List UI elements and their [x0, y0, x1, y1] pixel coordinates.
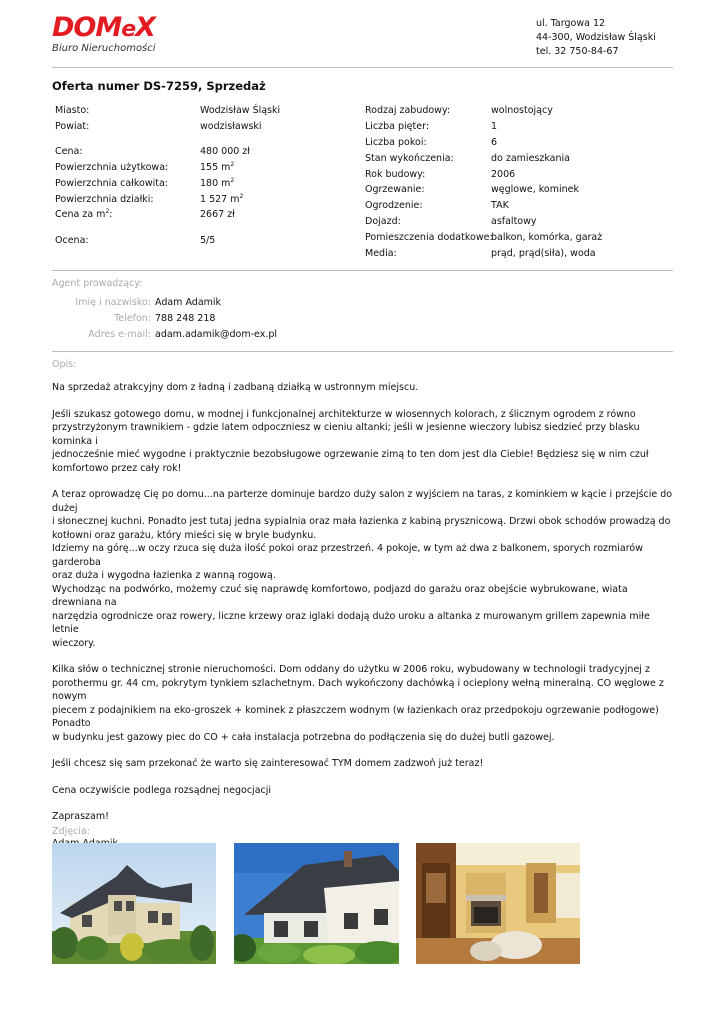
detail-value-finish-state: do zamieszkania [491, 153, 570, 164]
detail-label-building-type: Rodzaj zabudowy: [365, 105, 451, 116]
details-divider [52, 270, 673, 271]
description-body [52, 381, 677, 877]
detail-value-price: 480 000 zł [200, 146, 250, 157]
detail-label-fence: Ogrodzenie: [365, 200, 423, 211]
agent-name-label: Imię i nazwisko: [75, 297, 151, 308]
description-paragraph: Na sprzedaż atrakcyjny dom z ładną i zadbaną działką w ustronnym miejscu. [52, 382, 419, 393]
description-paragraph: Zapraszam! [52, 811, 109, 822]
detail-value-usable-area: 155 $m^2$ [200, 160, 235, 173]
detail-value-total-area: 180 $m^2$ [200, 176, 235, 189]
detail-label-usable-area: Powierzchnia użytkowa: [55, 162, 169, 173]
detail-value-building-type: wolnostojący [491, 105, 553, 116]
detail-value-heating: węglowe, kominek [491, 184, 579, 195]
detail-value-county: wodzisławski [200, 121, 262, 132]
description-paragraph: Kilka słów o technicznej stronie nieruchomości. Dom oddany do użytku w 2006 roku, wybudowany w technologii tradycyjnej z porothermu gr. 44 cm, pokrytym tynkiem szlachetnym. Dach wykończony dachówką i ocieplony wełną mineralną. CO węglowe z nowym piecem z podajnikiem na eko-groszek + kominek z płaszczem wodnym (w łazienkach oraz przedpokoju ogrzewanie podłogowe) Ponadto w budynku jest gazowy piec do CO + cała instalacja potrzebna do podłączenia się do dużej butli gazowej. [52, 664, 664, 743]
agent-name: Adam Adamik [155, 297, 222, 308]
detail-label-rating: Ocena: [55, 235, 89, 246]
agent-email-label: Adres e-mail: [88, 329, 151, 340]
address-city: 44-300, Wodzisław Śląski [536, 32, 656, 43]
detail-value-build-year: 2006 [491, 169, 516, 180]
detail-value-utilities: prąd, prąd(siła), woda [491, 248, 596, 259]
address-phone: tel. 32 750-84-67 [536, 46, 619, 57]
detail-value-access-road: asfaltowy [491, 216, 537, 227]
detail-value-rooms: 6 [491, 137, 498, 148]
logo-subtitle: Biuro Nieruchomości [52, 43, 156, 54]
offer-title: Oferta numer DS-7259, Sprzedaż [52, 79, 266, 93]
agent-phone-label: Telefon: [114, 313, 151, 324]
detail-label-utilities: Media: [365, 248, 397, 259]
header-divider [52, 67, 673, 68]
detail-value-plot-area: 1 527 $m^2$ [200, 192, 244, 205]
agent-divider [52, 351, 673, 352]
agent-section-label: Agent prowadzący: [52, 278, 143, 289]
detail-label-rooms: Liczba pokoi: [365, 137, 427, 148]
detail-label-build-year: Rok budowy: [365, 169, 426, 180]
detail-label-total-area: Powierzchnia całkowita: [55, 178, 168, 189]
description-paragraph: A teraz oprowadzę Cię po domu...na parterze dominuje bardzo duży salon z wyjściem na taras, z kominkiem w kącie i przejście do dużej i słonecznej kuchni. Ponadto jest tutaj jedna sypialnia oraz mała łazienka z kabiną prysznicową. Drzwi obok schodów prowadzą do kotłowni oraz garażu, który mieści się w bryle budynku. Idziemy na górę...w oczy rzuca się duża ilość pokoi oraz przestrzeń. 4 pokoje, w tym aż dwa z balkonem, sporych rozmiarów garderoba oraz duża i wygodna łazienka z wanną rogową. Wychodząc na podwórko, możemy czuć się naprawdę komfortowo, podjazd do garażu oraz obejście wybrukowane, wiata drewniana na narzędzia ogrodnicze oraz rowery, liczne krzewy oraz iglaki dodają dużo uroku a altanka z murowanym grillem zapewnia miłe letnie wieczory. [52, 489, 673, 649]
company-logo [52, 14, 182, 54]
detail-value-fence: TAK [491, 200, 509, 211]
photos-section-label: Zdjęcia: [52, 826, 90, 837]
detail-label-price: Cena: [55, 146, 83, 157]
agent-phone[interactable]: 788 248 218 [155, 313, 216, 324]
detail-label-county: Powiat: [55, 121, 90, 132]
detail-label-city: Miasto: [55, 105, 90, 116]
agent-email-link[interactable]: adam.adamik@dom-ex.pl [155, 329, 278, 340]
agency-address [536, 17, 656, 59]
detail-value-rating: 5/5 [200, 235, 216, 246]
description-section-label: Opis: [52, 359, 77, 370]
detail-label-access-road: Dojazd: [365, 216, 401, 227]
description-paragraph: Jeśli szukasz gotowego domu, w modnej i funkcjonalnej architekturze w wiosennych kolorach, z ślicznym ogrodem z równo przystrzyżonym trawnikiem - gdzie latem odpoczniesz w cieniu altanki; jeśli w jesienne wieczory lubisz siedzieć przy blasku kominka i jednocześnie mieć wygodne i praktycznie bezobsługowe ogrzewanie zimą to ten dom jest dla Ciebie! Będziesz się w nim czuł komfortowo przez cały rok! [52, 408, 649, 474]
detail-label-floors: Liczba pięter: [365, 121, 430, 132]
living-room-fireplace-photo[interactable] [416, 843, 580, 964]
house-side-photo[interactable] [234, 843, 399, 964]
detail-label-plot-area: Powierzchnia działki: [55, 194, 154, 205]
detail-value-city: Wodzisław Śląski [200, 105, 281, 116]
detail-label-extra-rooms: Pomieszczenia dodatkowe: [365, 232, 493, 243]
address-street: ul. Targowa 12 [536, 18, 606, 29]
description-paragraph: Cena oczywiście podlega rozsądnej negocjacji [52, 784, 272, 796]
house-front-photo[interactable] [52, 843, 216, 964]
detail-label-heating: Ogrzewanie: [365, 184, 425, 195]
detail-value-floors: 1 [491, 121, 498, 132]
detail-value-price-per-m2: 2667 zł [200, 209, 235, 220]
detail-label-finish-state: Stan wykończenia: [365, 153, 454, 164]
description-paragraph: Jeśli chcesz się sam przekonać że warto się zainteresować TYM domem zadzwoń już teraz! [52, 758, 484, 769]
detail-label-price-per-m2: Cena za $m^2$: [55, 207, 113, 220]
detail-value-extra-rooms: balkon, komórka, garaż [491, 232, 603, 243]
logo-wordmark: DOMeX [52, 12, 155, 43]
